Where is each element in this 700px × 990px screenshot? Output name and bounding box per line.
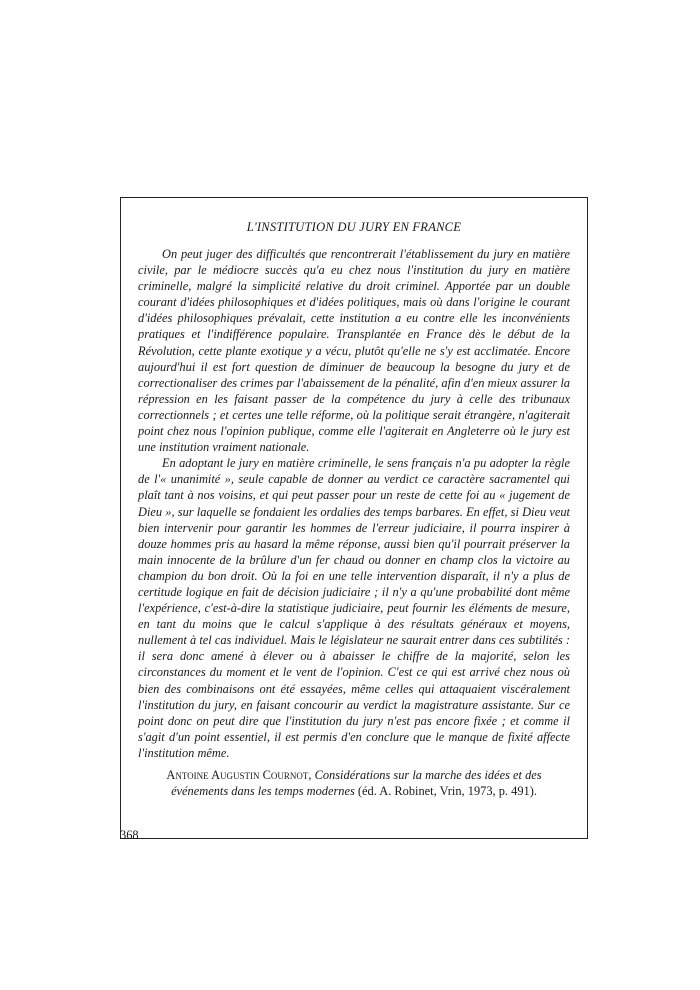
text-box [120,197,588,839]
source-citation [138,767,570,799]
paragraph-2: En adoptant le jury en matière criminelle, le sens français n'a pu adopter la règle de l'« unanimité », seule capable de donner au verdict ce caractère sacramentel qui plaît tant à nos voisins, et qui peut passer pour un reste de cette foi au « jugement de Dieu », sur laquelle se fondaient les ordalies des temps barbares. En effet, si Dieu veut bien intervenir pour garantir les hommes de l'erreur judiciaire, il pourra inspirer à douze hommes pris au hasard la même réponse, aussi bien qu'il pourrait préserver la main innocente de la brûlure d'un fer chaud ou donner en champ clos la victoire au champion du bon droit. Où la foi en une telle intervention disparaît, il n'y a plus de certitude logique en fait de décision judiciaire ; il n'y a qu'une probabilité dont même l'expérience, c'est-à-dire la statistique judiciaire, peut fournir les éléments de mesure, en tant du moins que le calcul s'applique à des résultats généraux et moyens, nullement à tel cas individuel. Mais le législateur ne saurait entrer dans ces subtilités : il sera donc amené à élever ou à abaisser le chiffre de la majorité, selon les circonstances du moment et le vent de l'opinion. C'est ce qui est arrivé chez nous où bien des combinaisons ont été essayées, même celles qui attaquaient viscéralement l'institution du jury, en faisant concourir au verdict la magistrature assistante. Sur ce point donc on peut dire que l'institution du jury n'est pas encore fixée ; et comme il s'agit d'un point essentiel, il est permis d'en conclure que le manque de fixité affecte l'institution même. [138,456,570,760]
source-edition: (éd. A. Robinet, Vrin, 1973, p. 491). [354,784,537,798]
box-title: L'INSTITUTION DU JURY EN FRANCE [246,220,462,234]
source-author: Antoine Augustin Cournot [166,768,309,782]
paragraph-1: On peut juger des difficultés que rencontrerait l'établissement du jury en matière civile, par le médiocre succès qu'a eu chez nous l'institution du jury en matière criminelle, malgré la simplicité relative du droit criminel. Apportée par un double courant d'idées philosophiques et d'idées politiques, mais où dans l'origine le courant d'idées philosophiques prévalait, cette institution a eu contre elle les inconvénients pratiques et l'indifférence populaire. Transplantée en France dès le début de la Révolution, cette plante exotique y a vécu, plutôt qu'elle ne s'y est acclimatée. Encore aujourd'hui il est fort question de diminuer de beaucoup la besogne du jury et de correctionaliser des crimes par l'abaissement de la pénalité, afin d'en mieux assurer la répression en les faisant passer de la compétence du jury à celle des tribunaux correctionnels ; et certes une telle réforme, où la politique serait étrangère, n'agiterait point chez nous l'opinion publique, comme elle l'agiterait en Angleterre où le jury est une institution vraiment nationale. [138,247,570,455]
source-work-title: Considérations sur la marche des idées et des événements dans les temps modernes [171,768,542,798]
source-separator: , [308,768,315,782]
page-number: 368 [120,828,139,842]
